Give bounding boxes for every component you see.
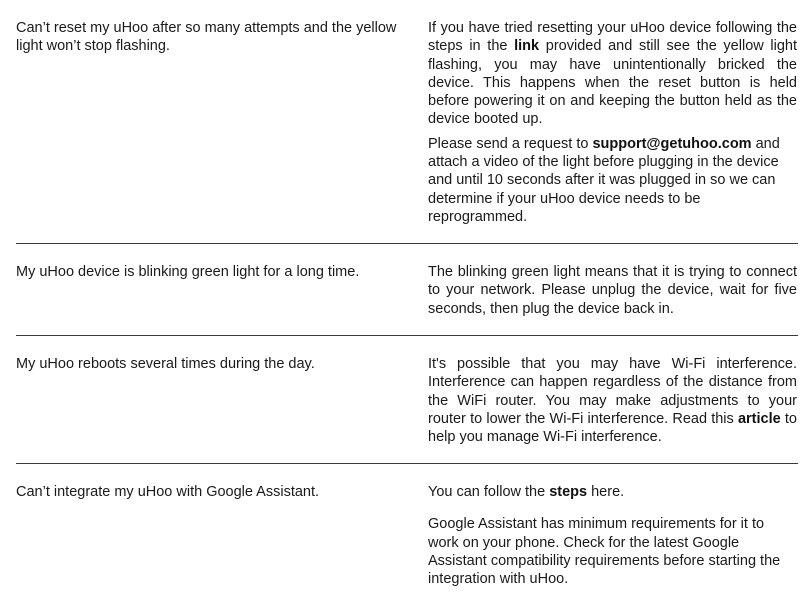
row-divider xyxy=(16,463,798,464)
reset-steps-link[interactable]: link xyxy=(514,38,540,55)
faq-answer xyxy=(428,263,797,324)
faq-question: My uHoo device is blinking green light for a long time. xyxy=(16,264,360,280)
answer-text: You can follow the xyxy=(428,484,550,500)
faq-answer xyxy=(428,483,797,594)
answer-text: It's possible that you may have Wi-Fi interference. Interference can happen regardless of the distance from the WiFi router. You may make adjustments to your router to lower the Wi-Fi interference. Read this xyxy=(428,356,797,427)
answer-paragraph: The blinking green light means that it is trying to connect to your network. Please unplug the device, wait for five seconds, then plug the device back in. xyxy=(428,264,797,317)
wifi-interference-article-link[interactable]: article xyxy=(737,410,781,427)
google-assistant-steps-link[interactable]: steps xyxy=(549,484,588,500)
faq-question: Can’t integrate my uHoo with Google Assistant. xyxy=(16,484,320,500)
faq-answer xyxy=(428,355,797,452)
answer-text: provided and still see the yellow light flashing, you may have unintentionally bricked the device. This happens when the reset button is held before powering it on and keeping the button held as the device booted up. xyxy=(428,38,798,128)
row-divider xyxy=(16,243,798,244)
answer-text: If you have tried resetting your uHoo device following the steps in the xyxy=(428,20,797,55)
answer-text: and attach a video of the light before plugging in the device and until 10 seconds after it was plugged in so we can determine if your uHoo device needs to be reprogrammed. xyxy=(428,135,780,225)
answer-paragraph xyxy=(428,483,797,501)
answer-paragraph: Google Assistant has minimum requirements for it to work on your phone. Check for the latest Google Assistant compatibility requirements before starting the integration with uHoo. xyxy=(428,516,781,588)
row-divider xyxy=(16,335,798,336)
answer-paragraph xyxy=(428,135,797,226)
faq-answer xyxy=(428,19,797,232)
answer-text: Please send a request to xyxy=(428,135,593,152)
answer-paragraph xyxy=(428,355,797,446)
support-email-link[interactable]: support@getuhoo.com xyxy=(592,135,752,152)
faq-question: My uHoo reboots several times during the day. xyxy=(16,356,315,372)
answer-text: here. xyxy=(587,484,625,500)
faq-question: Can’t reset my uHoo after so many attempts and the yellow light won’t stop flashing. xyxy=(16,20,397,55)
answer-paragraph xyxy=(428,19,797,129)
answer-text: to help you manage Wi-Fi interference. xyxy=(428,410,797,446)
